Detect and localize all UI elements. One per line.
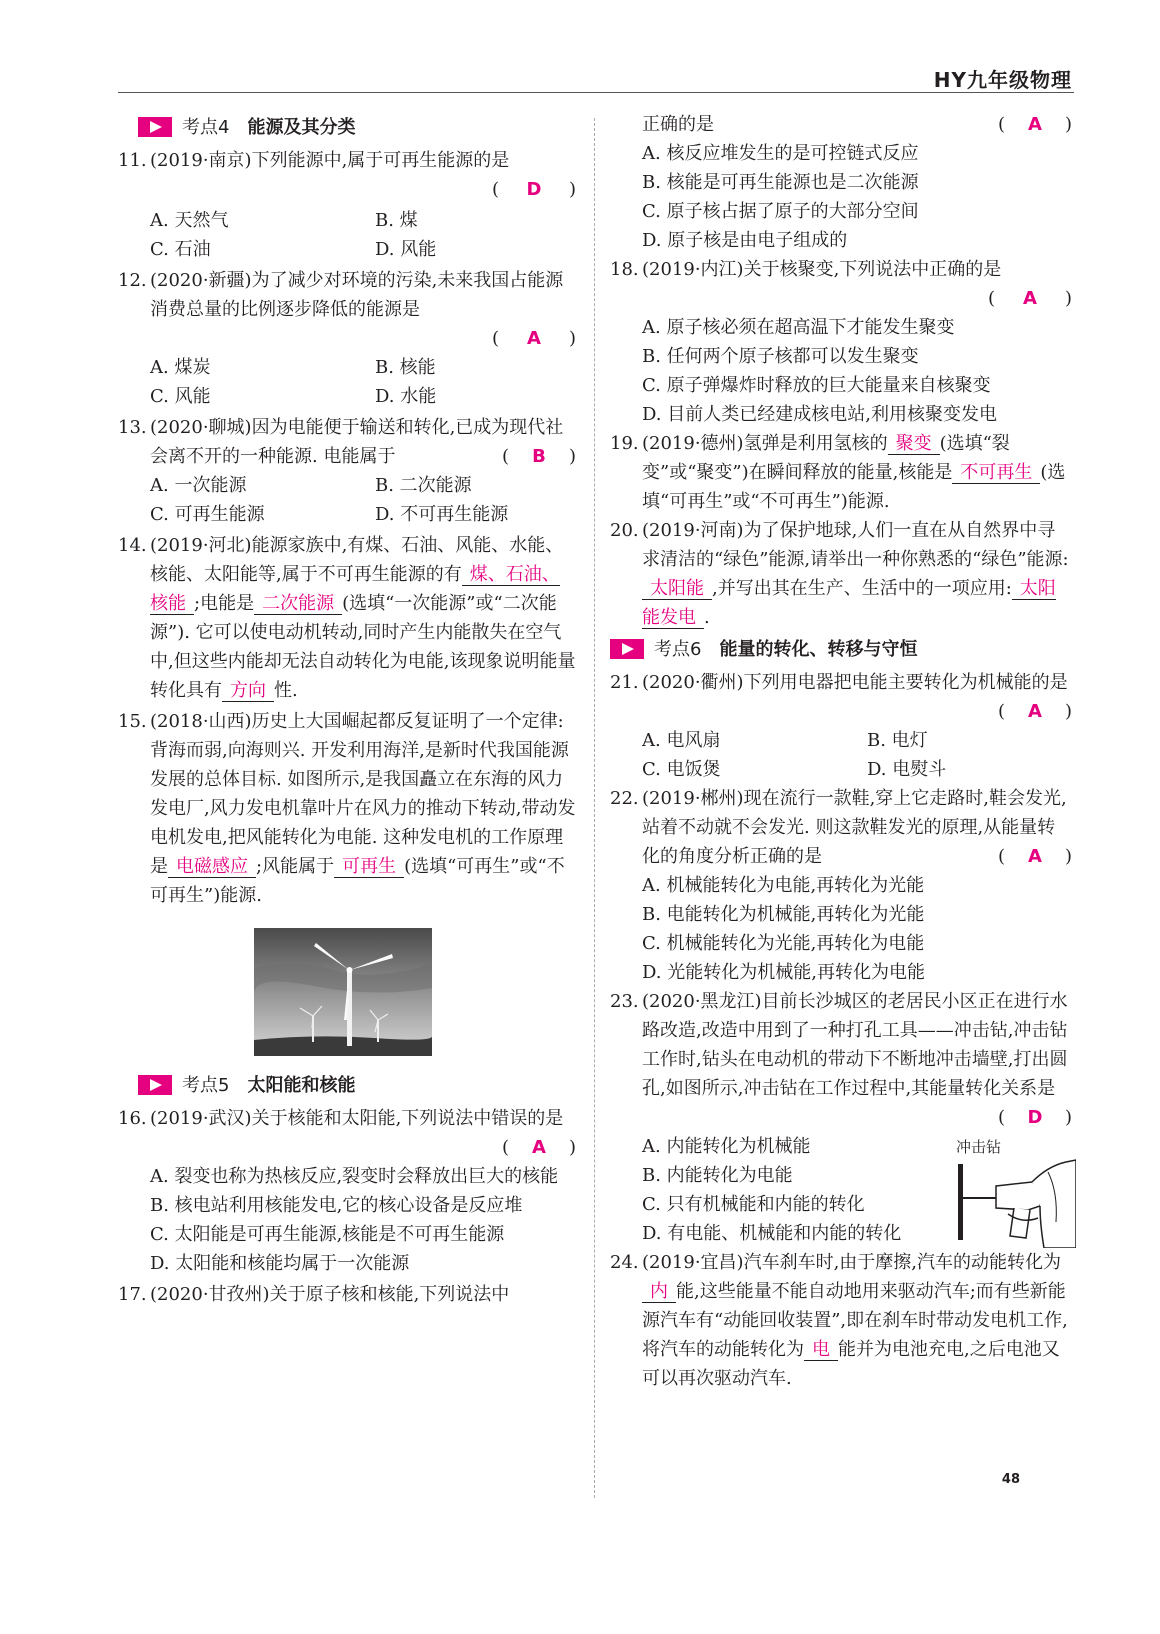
option-a: A. 煤炭	[150, 357, 211, 378]
option-b: B. 煤	[375, 210, 418, 231]
question-number: 20.	[610, 520, 639, 541]
option-a: A. 电风扇	[642, 730, 721, 751]
answer-blank-1: 太阳能	[642, 578, 712, 600]
question-text: 性.	[274, 680, 298, 701]
question-text: 能并为电池充电,之后电池又可以再次驱动汽车.	[642, 1339, 1060, 1389]
option-a: A. 原子核必须在超高温下才能发生聚变	[642, 317, 955, 338]
answer-bracket: ( D )	[491, 179, 576, 200]
answer-blank-3: 方向	[222, 680, 274, 702]
answer-value: A	[532, 1137, 546, 1158]
option-b: B. 核电站利用核能发电,它的核心设备是反应堆	[150, 1195, 523, 1216]
question-15	[118, 707, 576, 910]
option-c: C. 原子弹爆炸时释放的巨大能量来自核聚变	[642, 375, 991, 396]
answer-bracket: ( A )	[987, 288, 1072, 309]
answer-value: D	[526, 179, 542, 200]
answer-blank-1: 聚变	[888, 433, 940, 455]
option-a: A. 核反应堆发生的是可控链式反应	[642, 143, 919, 164]
section-number: 考点6	[654, 638, 702, 660]
question-16	[118, 1104, 576, 1278]
question-12	[118, 266, 576, 411]
page-number: 48	[1001, 1472, 1020, 1487]
question-text: (2018·山西)历史上大国崛起都反复证明了一个定律:背海而弱,向海则兴. 开发利用海洋,是新时代我国能源发展的总体目标. 如图所示,是我国矗立在东海的风力发电厂,风力发电机靠叶片在风力的推动下转动,带动发电机发电,把风能转化为电能. 这种发电机的工作原理是	[150, 711, 576, 877]
left-column	[118, 110, 576, 1309]
option-c: C. 风能	[150, 386, 211, 407]
section-heading-4	[138, 112, 576, 142]
answer-bracket: ( A )	[501, 1137, 576, 1158]
question-text: (2020·黑龙江)目前长沙城区的老居民小区正在进行水路改造,改造中用到了一种打孔工具——冲击钻,冲击钻工作时,钻头在电动机的带动下不断地冲击墙壁,打出圆孔,如图所示,冲击钻在工作过程中,其能量转化关系是	[642, 991, 1068, 1099]
option-c: C. 只有机械能和内能的转化	[642, 1194, 865, 1215]
option-d: D. 风能	[375, 239, 437, 260]
answer-value: D	[1027, 1107, 1043, 1128]
option-b: B. 电灯	[867, 730, 928, 751]
option-a: A. 裂变也称为热核反应,裂变时会释放出巨大的核能	[150, 1166, 559, 1187]
question-text: .	[704, 607, 710, 628]
question-text: (2019·河北)能源家族中,有煤、石油、风能、水能、核能、太阳能等,属于不可再生能源的有	[150, 535, 564, 585]
question-14	[118, 531, 576, 705]
answer-blank-2: 可再生	[334, 856, 404, 878]
figure-label: 冲击钻	[956, 1138, 1002, 1156]
option-b: B. 二次能源	[375, 475, 472, 496]
question-number: 16.	[118, 1108, 147, 1129]
question-text: (选填“可再生”或“不可再生”)能源.	[150, 856, 565, 906]
option-b: B. 核能是可再生能源也是二次能源	[642, 172, 919, 193]
option-b: B. 核能	[375, 357, 436, 378]
option-a: A. 机械能转化为电能,再转化为光能	[642, 875, 925, 896]
question-17-continued	[610, 110, 1072, 255]
question-text: (2020·衢州)下列用电器把电能主要转化为机械能的是	[642, 672, 1068, 693]
option-c: C. 原子核占据了原子的大部分空间	[642, 201, 919, 222]
answer-value: A	[1028, 701, 1042, 722]
triangle-marker-icon	[138, 117, 172, 137]
question-number: 14.	[118, 535, 147, 556]
option-b: B. 内能转化为电能	[642, 1165, 793, 1186]
answer-value: A	[1028, 846, 1042, 867]
question-number: 18.	[610, 259, 639, 280]
answer-blank-2: 太阳能发电	[642, 578, 1056, 628]
option-d: D. 电熨斗	[867, 759, 947, 780]
question-text: (2019·宜昌)汽车刹车时,由于摩擦,汽车的动能转化为	[642, 1252, 1062, 1273]
question-text: (选填“一次能源”或“二次能源”). 它可以使电动机转动,同时产生内能散失在空气中,但这些内能却无法自动转化为电能,该现象说明能量转化具有	[150, 593, 576, 701]
question-number: 23.	[610, 991, 639, 1012]
question-number: 12.	[118, 270, 147, 291]
question-11	[118, 146, 576, 264]
book-title: HY九年级物理	[933, 68, 1072, 92]
question-number: 17.	[118, 1284, 147, 1305]
question-20	[610, 516, 1072, 632]
question-text: (2019·郴州)现在流行一款鞋,穿上它走路时,鞋会发光,站着不动就不会发光. 则这款鞋发光的原理,从能量转化的角度分析正确的是	[642, 788, 1067, 867]
answer-value: A	[1028, 114, 1042, 135]
answer-value: A	[1023, 288, 1037, 309]
question-22	[610, 784, 1072, 987]
column-divider	[594, 118, 595, 1498]
option-d: D. 不可再生能源	[375, 504, 509, 525]
section-title: 能量的转化、转移与守恒	[719, 638, 918, 660]
answer-blank-1: 煤、石油、核能	[150, 564, 560, 614]
option-a: A. 一次能源	[150, 475, 247, 496]
question-text: (选填“裂变”或“聚变”)在瞬间释放的能量,核能是	[642, 433, 1010, 483]
option-d: D. 目前人类已经建成核电站,利用核聚变发电	[642, 404, 997, 425]
section-number: 考点4	[182, 116, 230, 138]
option-c: C. 可再生能源	[150, 504, 265, 525]
question-number: 11.	[118, 150, 147, 171]
question-24	[610, 1248, 1072, 1393]
section-title: 能源及其分类	[247, 116, 356, 138]
section-title: 太阳能和核能	[247, 1074, 356, 1096]
question-text: (2020·聊城)因为电能便于输送和转化,已成为现代社会离不开的一种能源. 电能属于	[150, 417, 564, 467]
question-18	[610, 255, 1072, 429]
question-number: 15.	[118, 711, 147, 732]
option-a: A. 内能转化为机械能	[642, 1136, 811, 1157]
answer-blank-2: 不可再生	[952, 462, 1040, 484]
answer-bracket: ( A )	[491, 328, 576, 349]
question-number: 21.	[610, 672, 639, 693]
answer-blank-1: 内	[642, 1281, 676, 1303]
impact-drill-figure	[948, 1132, 1076, 1248]
question-23	[610, 987, 1072, 1248]
answer-bracket: ( A )	[997, 114, 1072, 135]
answer-blank-2: 电	[804, 1339, 838, 1361]
option-d: D. 有电能、机械能和内能的转化	[642, 1223, 902, 1244]
section-heading-6	[610, 634, 1072, 664]
question-13	[118, 413, 576, 529]
question-number: 22.	[610, 788, 639, 809]
question-text: (2019·武汉)关于核能和太阳能,下列说法中错误的是	[150, 1108, 564, 1129]
triangle-marker-icon	[610, 639, 644, 659]
question-number: 19.	[610, 433, 639, 454]
answer-bracket: ( D )	[997, 1107, 1072, 1128]
question-21	[610, 668, 1072, 784]
option-c: C. 石油	[150, 239, 211, 260]
answer-blank-2: 二次能源	[254, 593, 342, 615]
answer-value: A	[527, 328, 541, 349]
question-text: ,并写出其在生产、生活中的一项应用:	[712, 578, 1012, 599]
answer-bracket: ( B )	[501, 446, 576, 467]
option-b: B. 任何两个原子核都可以发生聚变	[642, 346, 919, 367]
section-number: 考点5	[182, 1074, 230, 1096]
triangle-marker-icon	[138, 1075, 172, 1095]
question-text: ;风能属于	[256, 856, 335, 877]
option-d: D. 光能转化为机械能,再转化为电能	[642, 962, 925, 983]
wind-turbine-photo	[254, 928, 432, 1056]
question-number: 13.	[118, 417, 147, 438]
option-c: C. 太阳能是可再生能源,核能是不可再生能源	[150, 1224, 505, 1245]
answer-value: B	[532, 446, 546, 467]
option-c: C. 电饭煲	[642, 759, 721, 780]
section-heading-5	[138, 1070, 576, 1100]
question-text: ;电能是	[194, 593, 255, 614]
question-number: 24.	[610, 1252, 639, 1273]
option-a: A. 天然气	[150, 210, 229, 231]
question-text: (2019·河南)为了保护地球,人们一直在从自然界中寻求清洁的“绿色”能源,请举出一种你熟悉的“绿色”能源:	[642, 520, 1069, 570]
question-17	[118, 1280, 576, 1309]
answer-bracket: ( A )	[997, 846, 1072, 867]
question-text: (2019·南京)下列能源中,属于可再生能源的是	[150, 150, 510, 171]
option-c: C. 机械能转化为光能,再转化为电能	[642, 933, 925, 954]
option-d: D. 水能	[375, 386, 437, 407]
option-d: D. 太阳能和核能均属于一次能源	[150, 1253, 410, 1274]
question-text: (2020·甘孜州)关于原子核和核能,下列说法中	[150, 1284, 510, 1305]
question-text: 能,这些能量不能自动地用来驱动汽车;而有些新能源汽车有“动能回收装置”,即在刹车时带动发电机工作,将汽车的动能转化为	[642, 1281, 1068, 1360]
answer-bracket: ( A )	[997, 701, 1072, 722]
question-text: 正确的是	[642, 114, 714, 135]
answer-blank-1: 电磁感应	[168, 856, 256, 878]
question-text: (2019·德州)氢弹是利用氢核的	[642, 433, 888, 454]
option-d: D. 原子核是由电子组成的	[642, 230, 848, 251]
question-text: (选填“可再生”或“不可再生”)能源.	[642, 462, 1066, 512]
option-b: B. 电能转化为机械能,再转化为光能	[642, 904, 925, 925]
question-text: (2019·内江)关于核聚变,下列说法中正确的是	[642, 259, 1002, 280]
right-column	[610, 110, 1072, 1393]
question-19	[610, 429, 1072, 516]
question-text: (2020·新疆)为了减少对环境的污染,未来我国占能源消费总量的比例逐步降低的能源是	[150, 270, 564, 320]
page-header	[118, 60, 1074, 93]
